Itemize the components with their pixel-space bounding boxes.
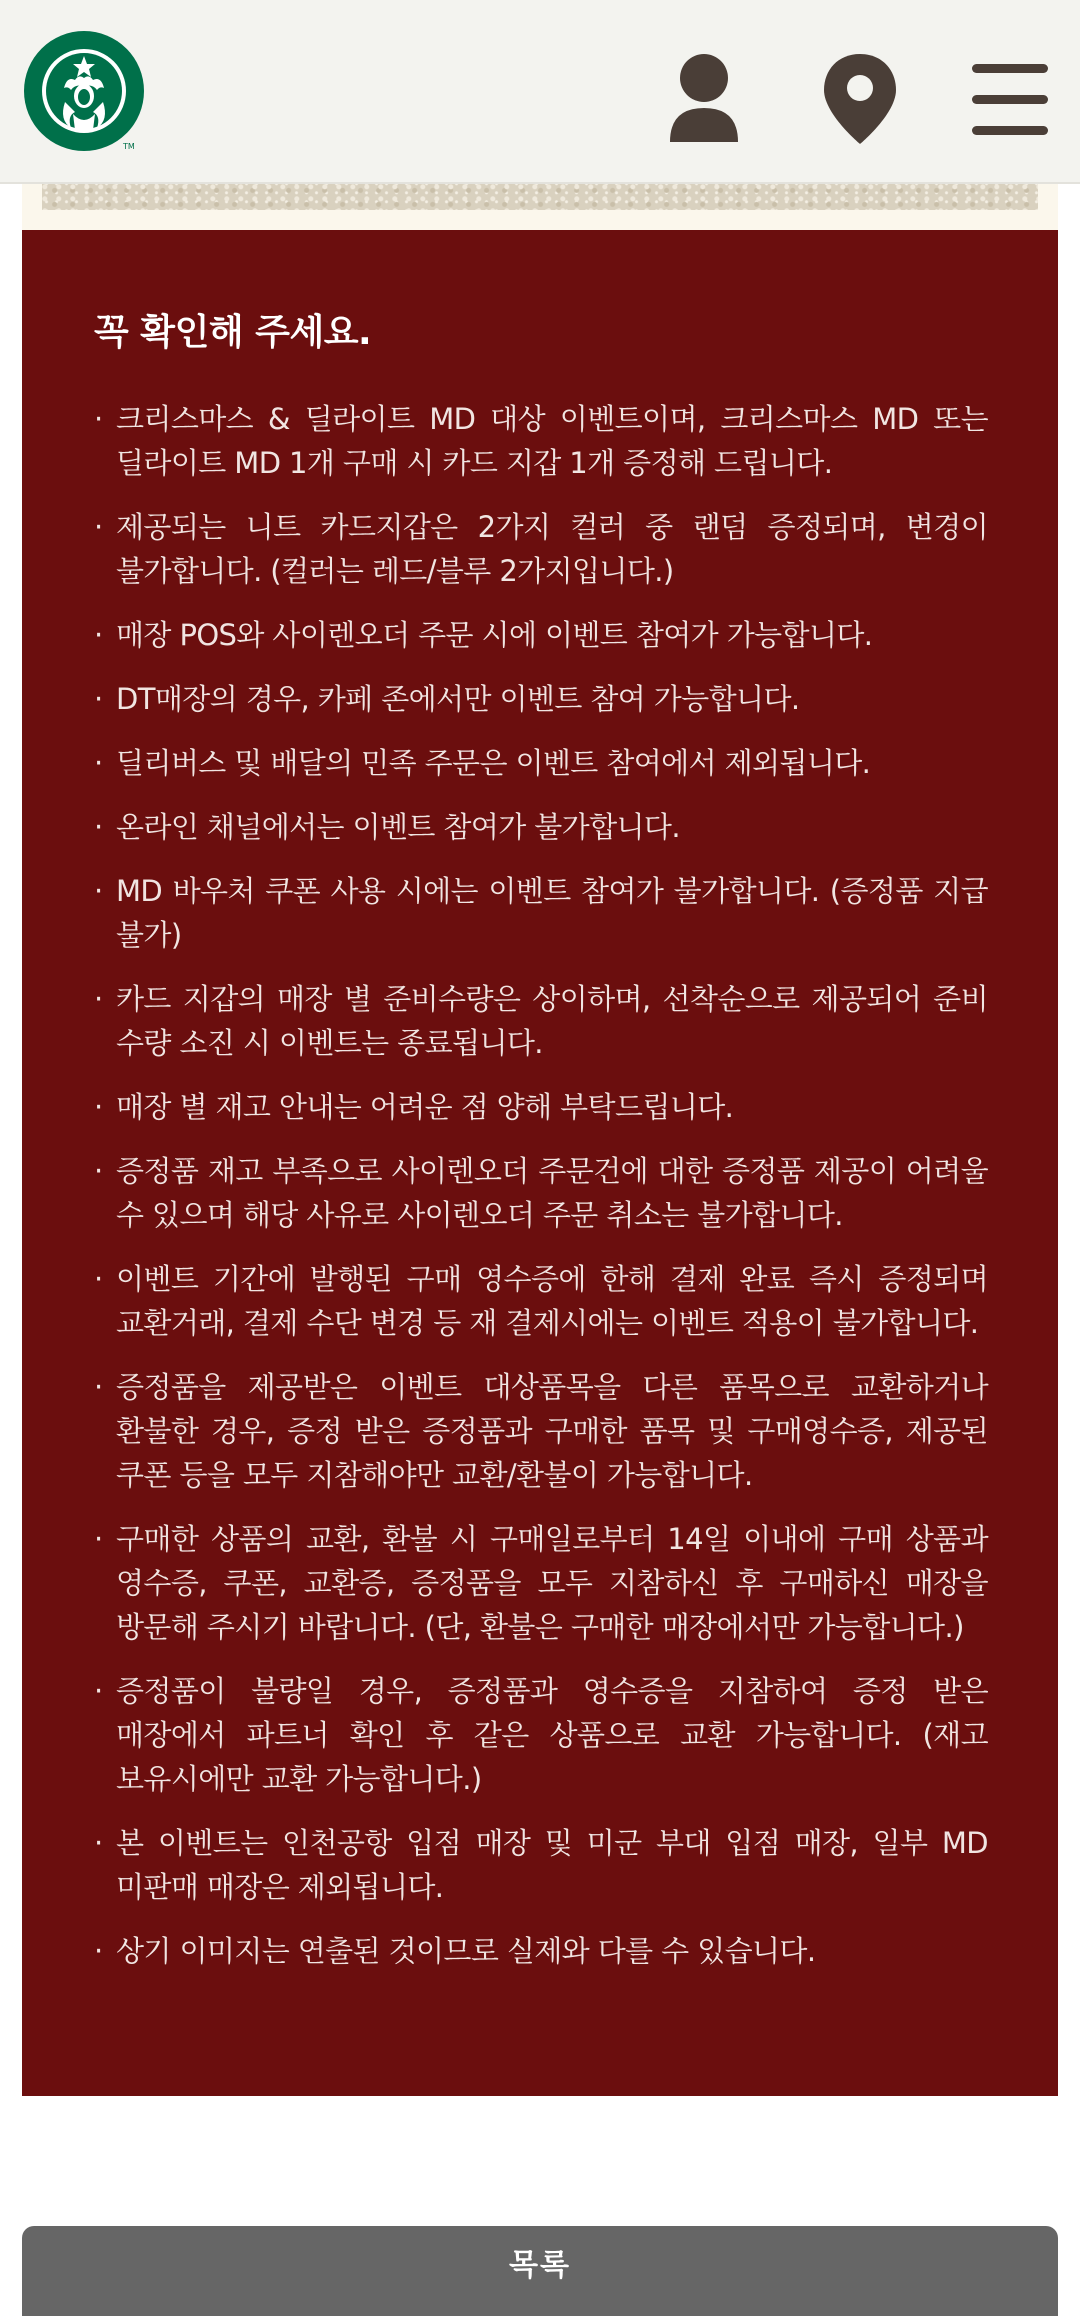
bullet-icon: · bbox=[94, 1825, 103, 1860]
notice-item-text: 매장 POS와 사이렌오더 주문 시에 이벤트 참여가 가능합니다. bbox=[116, 617, 873, 652]
notice-item bbox=[94, 1669, 988, 1801]
notice-item-text: DT매장의 경우, 카페 존에서만 이벤트 참여 가능합니다. bbox=[116, 681, 800, 716]
bullet-icon: · bbox=[94, 1673, 103, 1708]
main-menu-button[interactable] bbox=[968, 50, 1052, 150]
notice-list bbox=[94, 397, 988, 1973]
bullet-icon: · bbox=[94, 681, 103, 716]
svg-text:TM: TM bbox=[123, 142, 135, 151]
event-banner-bottom bbox=[22, 182, 1058, 230]
notice-item bbox=[94, 1821, 988, 1909]
bullet-icon: · bbox=[94, 1933, 103, 1968]
notice-title: 꼭 확인해 주세요. bbox=[94, 312, 372, 353]
notice-item-text: 매장 별 재고 안내는 어려운 점 양해 부탁드립니다. bbox=[116, 1089, 734, 1124]
notice-item-text: 크리스마스 & 딜라이트 MD 대상 이벤트이며, 크리스마스 MD 또는 딜라이트 MD 1개 구매 시 카드 지갑 1개 증정해 드립니다. bbox=[116, 401, 988, 480]
bullet-icon: · bbox=[94, 981, 103, 1016]
notice-item-text: MD 바우처 쿠폰 사용 시에는 이벤트 참여가 불가합니다. (증정품 지급 불가) bbox=[116, 873, 988, 952]
notice-item bbox=[94, 869, 988, 957]
notice-item bbox=[94, 677, 988, 721]
bullet-icon: · bbox=[94, 745, 103, 780]
bullet-icon: · bbox=[94, 809, 103, 844]
siren-logo-icon bbox=[23, 30, 145, 154]
notice-item-text: 증정품이 불량일 경우, 증정품과 영수증을 지참하여 증정 받은 매장에서 파트너 확인 후 같은 상품으로 교환 가능합니다. (재고 보유시에만 교환 가능합니다.) bbox=[116, 1673, 988, 1796]
notice-item bbox=[94, 977, 988, 1065]
top-header bbox=[0, 0, 1080, 184]
notice-item bbox=[94, 1257, 988, 1345]
bullet-icon: · bbox=[94, 1369, 103, 1404]
notice-item-text: 상기 이미지는 연출된 것이므로 실제와 다를 수 있습니다. bbox=[116, 1933, 816, 1968]
notice-item-text: 제공되는 니트 카드지갑은 2가지 컬러 중 랜덤 증정되며, 변경이 불가합니다. (컬러는 레드/블루 2가지입니다.) bbox=[116, 509, 988, 588]
list-button[interactable]: 목록 bbox=[22, 2226, 1058, 2316]
user-icon bbox=[664, 50, 744, 150]
store-locator-button[interactable] bbox=[820, 50, 900, 150]
notice-item bbox=[94, 613, 988, 657]
notice-section bbox=[22, 230, 1058, 2096]
notice-item-text: 딜리버스 및 배달의 민족 주문은 이벤트 참여에서 제외됩니다. bbox=[116, 745, 871, 780]
bullet-icon: · bbox=[94, 1153, 103, 1188]
notice-item-text: 증정품을 제공받은 이벤트 대상품목을 다른 품목으로 교환하거나 환불한 경우, 증정 받은 증정품과 구매한 품목 및 구매영수증, 제공된 쿠폰 등을 모두 지참해야만 교환/환불이 가능합니다. bbox=[116, 1369, 988, 1492]
notice-item bbox=[94, 1929, 988, 1973]
bullet-icon: · bbox=[94, 1261, 103, 1296]
bullet-icon: · bbox=[94, 401, 103, 436]
knit-texture-image bbox=[42, 182, 1038, 210]
notice-item bbox=[94, 741, 988, 785]
notice-item-text: 카드 지갑의 매장 별 준비수량은 상이하며, 선착순으로 제공되어 준비 수량 소진 시 이벤트는 종료됩니다. bbox=[116, 981, 988, 1060]
bullet-icon: · bbox=[94, 1521, 103, 1556]
notice-item bbox=[94, 397, 988, 485]
notice-item bbox=[94, 805, 988, 849]
notice-item bbox=[94, 1149, 988, 1237]
notice-item bbox=[94, 1365, 988, 1497]
starbucks-logo[interactable] bbox=[23, 30, 145, 154]
location-pin-icon bbox=[820, 50, 900, 150]
notice-item bbox=[94, 505, 988, 593]
my-account-button[interactable] bbox=[664, 50, 744, 150]
bullet-icon: · bbox=[94, 617, 103, 652]
notice-item-text: 구매한 상품의 교환, 환불 시 구매일로부터 14일 이내에 구매 상품과 영수증, 쿠폰, 교환증, 증정품을 모두 지참하신 후 구매하신 매장을 방문해 주시기 바랍니다. (단, 환불은 구매한 매장에서만 가능합니다.) bbox=[116, 1521, 988, 1644]
notice-item-text: 온라인 채널에서는 이벤트 참여가 불가합니다. bbox=[116, 809, 680, 844]
bullet-icon: · bbox=[94, 509, 103, 544]
notice-item-text: 이벤트 기간에 발행된 구매 영수증에 한해 결제 완료 즉시 증정되며 교환거래, 결제 수단 변경 등 재 결제시에는 이벤트 적용이 불가합니다. bbox=[116, 1261, 988, 1340]
bullet-icon: · bbox=[94, 1089, 103, 1124]
hamburger-menu-icon bbox=[968, 50, 1052, 150]
notice-item-text: 본 이벤트는 인천공항 입점 매장 및 미군 부대 입점 매장, 일부 MD 미판매 매장은 제외됩니다. bbox=[116, 1825, 988, 1904]
bullet-icon: · bbox=[94, 873, 103, 908]
notice-item bbox=[94, 1085, 988, 1129]
notice-item bbox=[94, 1517, 988, 1649]
notice-item-text: 증정품 재고 부족으로 사이렌오더 주문건에 대한 증정품 제공이 어려울 수 있으며 해당 사유로 사이렌오더 주문 취소는 불가합니다. bbox=[116, 1153, 988, 1232]
